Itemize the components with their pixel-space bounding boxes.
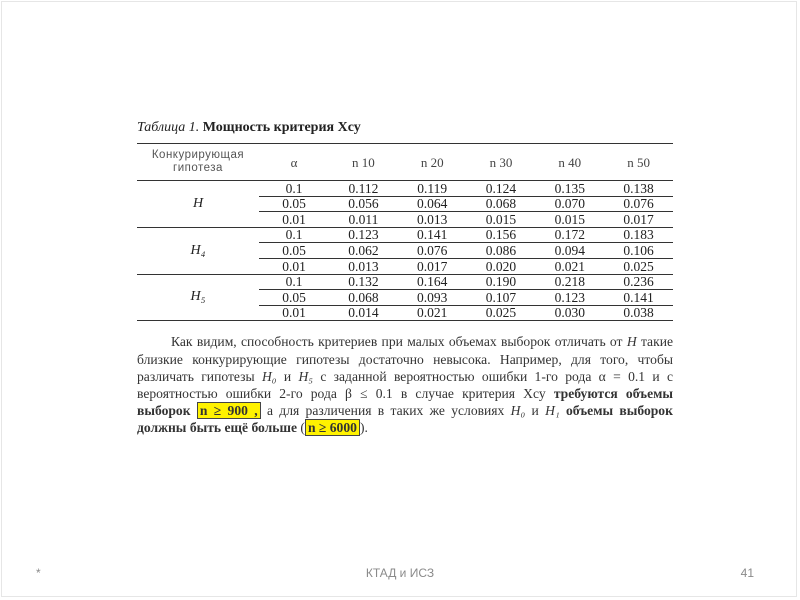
power-value-cell: 0.123 xyxy=(535,290,604,306)
alpha-cell: 0.1 xyxy=(259,274,329,290)
text-run: и xyxy=(283,368,292,384)
power-value-cell: 0.138 xyxy=(623,180,654,196)
power-value-cell: 0.164 xyxy=(398,274,467,290)
table-header-row xyxy=(137,144,673,181)
math-symbol: H₅ xyxy=(298,368,313,384)
alpha-cell: 0.01 xyxy=(259,212,329,228)
math-symbol: H₀ xyxy=(261,368,277,384)
alpha-cell: 0.01 xyxy=(259,258,329,274)
power-value-cell: 0.076 xyxy=(398,243,467,259)
alpha-cell: 0.05 xyxy=(259,196,329,212)
power-value-cell: 0.070 xyxy=(535,196,604,212)
power-table xyxy=(137,143,673,321)
power-value-cell: 0.038 xyxy=(604,305,673,321)
power-value-cell: 0.124 xyxy=(485,180,517,196)
power-value-cell: 0.236 xyxy=(604,274,673,290)
power-value-cell: 0.025 xyxy=(467,305,536,321)
power-value-cell: 0.056 xyxy=(329,196,398,212)
header-alpha: α xyxy=(259,144,329,181)
power-value-cell: 0.076 xyxy=(604,196,673,212)
table-row xyxy=(137,181,673,197)
power-value-cell: 0.141 xyxy=(604,290,673,306)
header-n: n 30 xyxy=(467,144,536,181)
alpha-cell: 0.01 xyxy=(259,305,329,321)
power-value-cell: 0.011 xyxy=(329,212,398,228)
document-body xyxy=(137,120,673,437)
power-value-cell: 0.068 xyxy=(329,290,398,306)
alpha-cell: 0.1 xyxy=(259,227,329,243)
caption-prefix: Таблица 1. xyxy=(137,120,200,135)
power-value-cell: 0.094 xyxy=(535,243,604,259)
power-value-cell: 0.132 xyxy=(329,274,398,290)
math-symbol: H₀ xyxy=(510,403,526,419)
power-value-cell: 0.156 xyxy=(467,227,536,243)
header-hypothesis: Конкурирующая гипотеза xyxy=(137,144,259,181)
power-value-cell: 0.112 xyxy=(348,180,379,196)
power-value-cell: 0.135 xyxy=(554,180,585,196)
table-row xyxy=(137,227,673,243)
power-value-cell: 0.123 xyxy=(329,227,398,243)
power-value-cell: 0.068 xyxy=(467,196,536,212)
power-value-cell: 0.014 xyxy=(329,305,398,321)
power-value-cell: 0.021 xyxy=(535,258,604,274)
power-value-cell: 0.017 xyxy=(398,258,467,274)
power-value-cell: 0.107 xyxy=(467,290,536,306)
header-n: n 50 xyxy=(604,144,673,181)
footer-title: КТАД и ИСЗ xyxy=(365,566,435,580)
power-value-cell: 0.190 xyxy=(467,274,536,290)
power-value-cell: 0.021 xyxy=(398,305,467,321)
footer-marker: * xyxy=(36,566,41,580)
hypothesis-cell: H₄ xyxy=(137,227,259,274)
table-body xyxy=(137,181,673,321)
header-n: n 10 xyxy=(329,144,398,181)
header-n: n 40 xyxy=(535,144,604,181)
power-value-cell: 0.086 xyxy=(467,243,536,259)
hypothesis-cell: H xyxy=(137,181,259,228)
text-run: и xyxy=(531,403,539,419)
text-run: такие близкие конкурирующие гипотезы достаточно невысока. Например, для того, чтобы различать гипотезы xyxy=(137,334,674,384)
hypothesis-cell: H₅ xyxy=(137,274,259,321)
power-value-cell: 0.030 xyxy=(535,305,604,321)
text-run: ). xyxy=(359,420,368,436)
header-n: n 20 xyxy=(398,144,467,181)
math-symbol: H₁ xyxy=(545,403,560,419)
power-value-cell: 0.013 xyxy=(398,212,467,228)
power-value-cell: 0.015 xyxy=(467,212,536,228)
highlight-n-6000: n ≥ 6000 xyxy=(305,419,360,436)
power-value-cell: 0.020 xyxy=(467,258,536,274)
caption-title: Мощность критерия Хсу xyxy=(202,120,361,135)
page-number: 41 xyxy=(740,566,754,580)
text-run: требуются объемы выборок xyxy=(137,385,673,419)
power-value-cell: 0.025 xyxy=(604,258,673,274)
power-value-cell: 0.119 xyxy=(417,180,448,196)
highlight-n-900: n ≥ 900 , xyxy=(197,402,261,419)
power-value-cell: 0.183 xyxy=(604,227,673,243)
power-value-cell: 0.106 xyxy=(604,243,673,259)
alpha-cell: 0.05 xyxy=(259,290,329,306)
text-run: ( xyxy=(300,420,305,436)
power-value-cell: 0.218 xyxy=(535,274,604,290)
text-run: а для различения в таких же условиях xyxy=(266,403,505,419)
text-run: объемы выборок должны быть ещё больше xyxy=(137,403,673,436)
power-value-cell: 0.141 xyxy=(398,227,467,243)
alpha-cell: 0.1 xyxy=(285,180,303,196)
table-row xyxy=(137,274,673,290)
conclusion-paragraph xyxy=(137,333,673,436)
power-value-cell: 0.093 xyxy=(398,290,467,306)
math-symbol: H xyxy=(626,334,637,350)
power-value-cell: 0.064 xyxy=(398,196,467,212)
power-value-cell: 0.013 xyxy=(329,258,398,274)
alpha-cell: 0.05 xyxy=(259,243,329,259)
text-run: Как видим, способность критериев при малых объемах выборок отличать от xyxy=(171,334,623,350)
paragraph-text xyxy=(137,333,673,436)
text-run: с заданной вероятностью ошибки 1-го рода α = 0.1 и с вероятностью ошибки 2-го рода β ≤ 0.1 в случае критерия Хсу xyxy=(137,368,674,401)
power-value-cell: 0.062 xyxy=(329,243,398,259)
power-value-cell: 0.015 xyxy=(535,212,604,228)
power-value-cell: 0.017 xyxy=(604,212,673,228)
table-caption xyxy=(137,120,673,136)
power-value-cell: 0.172 xyxy=(535,227,604,243)
